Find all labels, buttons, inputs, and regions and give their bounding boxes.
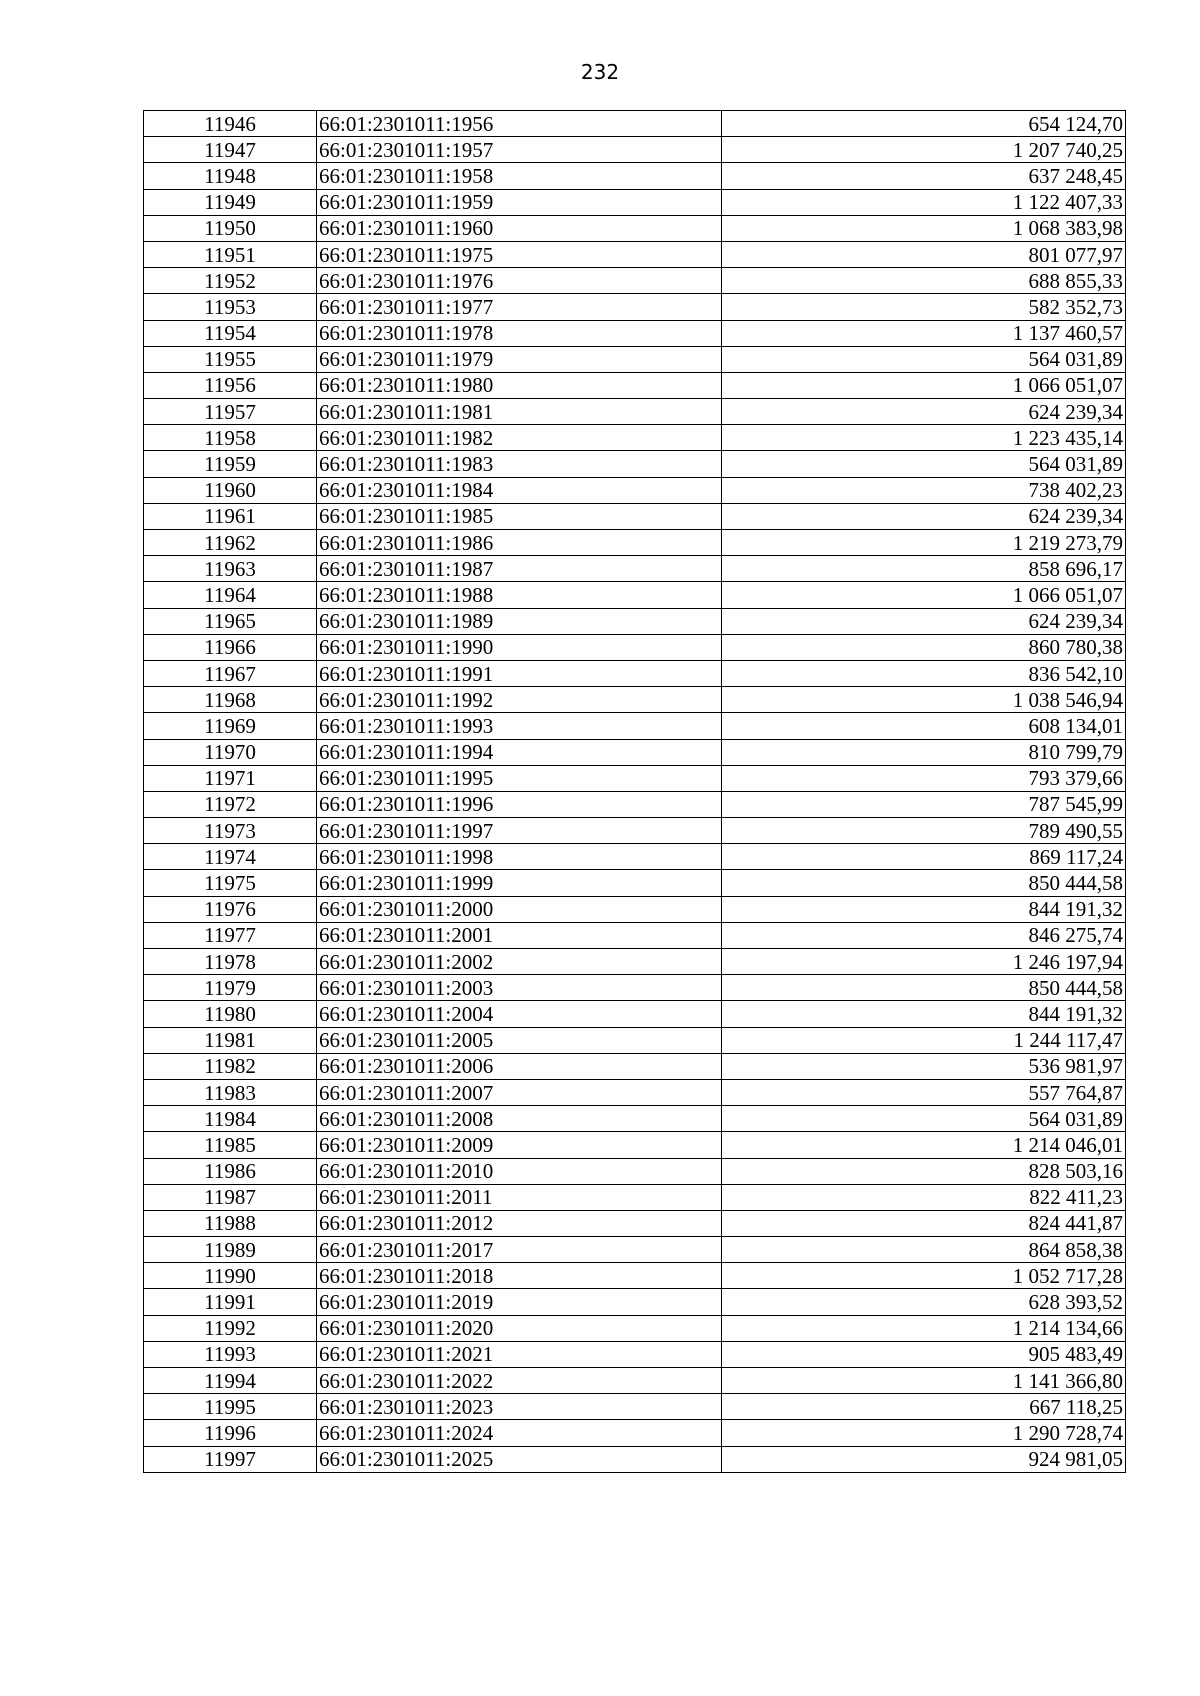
cadastral-value-cell: 1 223 435,14	[722, 425, 1126, 451]
cadastral-number-cell: 66:01:2301011:2001	[317, 922, 722, 948]
table-row	[144, 713, 1126, 739]
cadastral-number-cell: 66:01:2301011:2010	[317, 1158, 722, 1184]
cadastral-value-cell: 1 219 273,79	[722, 530, 1126, 556]
row-number-cell: 11980	[144, 1001, 317, 1027]
cadastral-value-cell: 787 545,99	[722, 791, 1126, 817]
row-number-cell: 11988	[144, 1210, 317, 1236]
cadastral-value-cell: 667 118,25	[722, 1394, 1126, 1420]
cadastral-number-cell: 66:01:2301011:1980	[317, 372, 722, 398]
cadastral-number-cell: 66:01:2301011:1986	[317, 530, 722, 556]
cadastral-value-cell: 844 191,32	[722, 896, 1126, 922]
table-row	[144, 241, 1126, 267]
cadastral-number-cell: 66:01:2301011:1957	[317, 137, 722, 163]
table-row	[144, 1341, 1126, 1367]
cadastral-value-cell: 1 052 717,28	[722, 1263, 1126, 1289]
cadastral-number-cell: 66:01:2301011:1982	[317, 425, 722, 451]
table-row	[144, 215, 1126, 241]
table-row	[144, 163, 1126, 189]
table-row	[144, 1001, 1126, 1027]
row-number-cell: 11987	[144, 1184, 317, 1210]
cadastral-number-cell: 66:01:2301011:2017	[317, 1237, 722, 1263]
cadastral-value-cell: 1 038 546,94	[722, 687, 1126, 713]
cadastral-value-cell: 836 542,10	[722, 660, 1126, 686]
cadastral-value-cell: 844 191,32	[722, 1001, 1126, 1027]
table-row	[144, 582, 1126, 608]
cadastral-number-cell: 66:01:2301011:2006	[317, 1053, 722, 1079]
cadastral-value-cell: 869 117,24	[722, 844, 1126, 870]
cadastral-number-cell: 66:01:2301011:1999	[317, 870, 722, 896]
row-number-cell: 11957	[144, 399, 317, 425]
table-row	[144, 634, 1126, 660]
cadastral-value-cell: 1 066 051,07	[722, 582, 1126, 608]
row-number-cell: 11960	[144, 477, 317, 503]
table-row	[144, 818, 1126, 844]
cadastral-number-cell: 66:01:2301011:2002	[317, 949, 722, 975]
row-number-cell: 11992	[144, 1315, 317, 1341]
table-row	[144, 608, 1126, 634]
row-number-cell: 11972	[144, 791, 317, 817]
table-body	[144, 111, 1126, 1473]
table-row	[144, 477, 1126, 503]
cadastral-value-cell: 828 503,16	[722, 1158, 1126, 1184]
table-row	[144, 189, 1126, 215]
cadastral-number-cell: 66:01:2301011:2023	[317, 1394, 722, 1420]
cadastral-value-cell: 905 483,49	[722, 1341, 1126, 1367]
table-row	[144, 1106, 1126, 1132]
cadastral-number-cell: 66:01:2301011:2012	[317, 1210, 722, 1236]
row-number-cell: 11955	[144, 346, 317, 372]
row-number-cell: 11966	[144, 634, 317, 660]
row-number-cell: 11963	[144, 556, 317, 582]
cadastral-number-cell: 66:01:2301011:1998	[317, 844, 722, 870]
row-number-cell: 11954	[144, 320, 317, 346]
row-number-cell: 11946	[144, 111, 317, 137]
cadastral-number-cell: 66:01:2301011:2000	[317, 896, 722, 922]
cadastral-number-cell: 66:01:2301011:2020	[317, 1315, 722, 1341]
cadastral-value-cell: 846 275,74	[722, 922, 1126, 948]
table-row	[144, 425, 1126, 451]
row-number-cell: 11975	[144, 870, 317, 896]
cadastral-value-cell: 824 441,87	[722, 1210, 1126, 1236]
cadastral-number-cell: 66:01:2301011:1989	[317, 608, 722, 634]
cadastral-value-cell: 564 031,89	[722, 451, 1126, 477]
cadastral-value-cell: 860 780,38	[722, 634, 1126, 660]
cadastral-value-cell: 624 239,34	[722, 503, 1126, 529]
row-number-cell: 11983	[144, 1079, 317, 1105]
cadastral-value-cell: 822 411,23	[722, 1184, 1126, 1210]
cadastral-number-cell: 66:01:2301011:1996	[317, 791, 722, 817]
row-number-cell: 11950	[144, 215, 317, 241]
row-number-cell: 11951	[144, 241, 317, 267]
row-number-cell: 11961	[144, 503, 317, 529]
cadastral-number-cell: 66:01:2301011:1978	[317, 320, 722, 346]
row-number-cell: 11974	[144, 844, 317, 870]
cadastral-number-cell: 66:01:2301011:1990	[317, 634, 722, 660]
cadastral-number-cell: 66:01:2301011:1960	[317, 215, 722, 241]
cadastral-value-cell: 1 214 134,66	[722, 1315, 1126, 1341]
cadastral-number-cell: 66:01:2301011:2003	[317, 975, 722, 1001]
table-row	[144, 556, 1126, 582]
cadastral-value-cell: 654 124,70	[722, 111, 1126, 137]
cadastral-number-cell: 66:01:2301011:1981	[317, 399, 722, 425]
table-row	[144, 137, 1126, 163]
row-number-cell: 11994	[144, 1368, 317, 1394]
cadastral-number-cell: 66:01:2301011:1959	[317, 189, 722, 215]
cadastral-value-cell: 1 066 051,07	[722, 372, 1126, 398]
cadastral-value-cell: 801 077,97	[722, 241, 1126, 267]
cadastral-number-cell: 66:01:2301011:2021	[317, 1341, 722, 1367]
cadastral-value-cell: 1 068 383,98	[722, 215, 1126, 241]
table-row	[144, 765, 1126, 791]
row-number-cell: 11949	[144, 189, 317, 215]
cadastral-number-cell: 66:01:2301011:2008	[317, 1106, 722, 1132]
table-row	[144, 1237, 1126, 1263]
row-number-cell: 11969	[144, 713, 317, 739]
row-number-cell: 11958	[144, 425, 317, 451]
table-row	[144, 1420, 1126, 1446]
cadastral-value-cell: 1 244 117,47	[722, 1027, 1126, 1053]
table-row	[144, 1132, 1126, 1158]
cadastral-number-cell: 66:01:2301011:2025	[317, 1446, 722, 1472]
row-number-cell: 11982	[144, 1053, 317, 1079]
cadastral-value-cell: 688 855,33	[722, 268, 1126, 294]
row-number-cell: 11977	[144, 922, 317, 948]
table-row	[144, 268, 1126, 294]
cadastral-value-cell: 1 246 197,94	[722, 949, 1126, 975]
cadastral-number-cell: 66:01:2301011:2011	[317, 1184, 722, 1210]
table-row	[144, 739, 1126, 765]
cadastral-number-cell: 66:01:2301011:2009	[317, 1132, 722, 1158]
row-number-cell: 11971	[144, 765, 317, 791]
cadastral-value-cell: 1 137 460,57	[722, 320, 1126, 346]
cadastral-value-cell: 637 248,45	[722, 163, 1126, 189]
row-number-cell: 11985	[144, 1132, 317, 1158]
cadastral-value-cell: 624 239,34	[722, 399, 1126, 425]
table-row	[144, 1053, 1126, 1079]
cadastral-number-cell: 66:01:2301011:1975	[317, 241, 722, 267]
cadastral-value-cell: 1 290 728,74	[722, 1420, 1126, 1446]
cadastral-value-cell: 793 379,66	[722, 765, 1126, 791]
table-row	[144, 1289, 1126, 1315]
table-row	[144, 1079, 1126, 1105]
table-row	[144, 791, 1126, 817]
row-number-cell: 11948	[144, 163, 317, 189]
cadastral-number-cell: 66:01:2301011:2024	[317, 1420, 722, 1446]
cadastral-value-cell: 858 696,17	[722, 556, 1126, 582]
cadastral-value-cell: 924 981,05	[722, 1446, 1126, 1472]
table-row	[144, 503, 1126, 529]
cadastral-number-cell: 66:01:2301011:1991	[317, 660, 722, 686]
cadastral-number-cell: 66:01:2301011:1979	[317, 346, 722, 372]
cadastral-number-cell: 66:01:2301011:1956	[317, 111, 722, 137]
row-number-cell: 11996	[144, 1420, 317, 1446]
cadastral-number-cell: 66:01:2301011:1984	[317, 477, 722, 503]
row-number-cell: 11947	[144, 137, 317, 163]
row-number-cell: 11976	[144, 896, 317, 922]
cadastral-value-cell: 1 141 366,80	[722, 1368, 1126, 1394]
cadastral-value-cell: 582 352,73	[722, 294, 1126, 320]
table-row	[144, 660, 1126, 686]
cadastral-number-cell: 66:01:2301011:2005	[317, 1027, 722, 1053]
cadastral-value-cell: 1 122 407,33	[722, 189, 1126, 215]
cadastral-value-cell: 557 764,87	[722, 1079, 1126, 1105]
row-number-cell: 11964	[144, 582, 317, 608]
row-number-cell: 11965	[144, 608, 317, 634]
row-number-cell: 11990	[144, 1263, 317, 1289]
table-row	[144, 1027, 1126, 1053]
cadastral-number-cell: 66:01:2301011:2022	[317, 1368, 722, 1394]
row-number-cell: 11962	[144, 530, 317, 556]
cadastral-value-cell: 850 444,58	[722, 975, 1126, 1001]
cadastral-value-cell: 1 207 740,25	[722, 137, 1126, 163]
cadastral-number-cell: 66:01:2301011:1958	[317, 163, 722, 189]
cadastral-number-cell: 66:01:2301011:1988	[317, 582, 722, 608]
page-number: 232	[580, 60, 620, 84]
row-number-cell: 11981	[144, 1027, 317, 1053]
table-row	[144, 844, 1126, 870]
cadastral-value-cell: 536 981,97	[722, 1053, 1126, 1079]
table-row	[144, 1263, 1126, 1289]
cadastral-value-cell: 810 799,79	[722, 739, 1126, 765]
row-number-cell: 11979	[144, 975, 317, 1001]
table-row	[144, 530, 1126, 556]
table-row	[144, 372, 1126, 398]
row-number-cell: 11967	[144, 660, 317, 686]
cadastral-value-cell: 628 393,52	[722, 1289, 1126, 1315]
table-row	[144, 949, 1126, 975]
table-row	[144, 1158, 1126, 1184]
table-row	[144, 922, 1126, 948]
table-row	[144, 1446, 1126, 1472]
row-number-cell: 11968	[144, 687, 317, 713]
row-number-cell: 11995	[144, 1394, 317, 1420]
row-number-cell: 11993	[144, 1341, 317, 1367]
cadastral-value-cell: 850 444,58	[722, 870, 1126, 896]
cadastral-number-cell: 66:01:2301011:1983	[317, 451, 722, 477]
table-row	[144, 896, 1126, 922]
cadastral-value-cell: 738 402,23	[722, 477, 1126, 503]
cadastral-number-cell: 66:01:2301011:2019	[317, 1289, 722, 1315]
cadastral-value-cell: 564 031,89	[722, 1106, 1126, 1132]
table-row	[144, 687, 1126, 713]
row-number-cell: 11956	[144, 372, 317, 398]
cadastral-number-cell: 66:01:2301011:1994	[317, 739, 722, 765]
cadastral-number-cell: 66:01:2301011:1995	[317, 765, 722, 791]
cadastral-number-cell: 66:01:2301011:1985	[317, 503, 722, 529]
cadastral-number-cell: 66:01:2301011:1987	[317, 556, 722, 582]
cadastral-number-cell: 66:01:2301011:2004	[317, 1001, 722, 1027]
table-row	[144, 294, 1126, 320]
table-row	[144, 1368, 1126, 1394]
cadastral-value-cell: 624 239,34	[722, 608, 1126, 634]
table-row	[144, 111, 1126, 137]
cadastral-value-cell: 864 858,38	[722, 1237, 1126, 1263]
table-row	[144, 975, 1126, 1001]
table-row	[144, 399, 1126, 425]
table-row	[144, 1315, 1126, 1341]
row-number-cell: 11973	[144, 818, 317, 844]
table-row	[144, 346, 1126, 372]
row-number-cell: 11959	[144, 451, 317, 477]
cadastral-number-cell: 66:01:2301011:1997	[317, 818, 722, 844]
cadastral-number-cell: 66:01:2301011:1976	[317, 268, 722, 294]
row-number-cell: 11952	[144, 268, 317, 294]
cadastral-number-cell: 66:01:2301011:1993	[317, 713, 722, 739]
table-row	[144, 1394, 1126, 1420]
row-number-cell: 11997	[144, 1446, 317, 1472]
cadastral-number-cell: 66:01:2301011:1977	[317, 294, 722, 320]
row-number-cell: 11970	[144, 739, 317, 765]
table-row	[144, 451, 1126, 477]
table-row	[144, 870, 1126, 896]
cadastral-number-cell: 66:01:2301011:1992	[317, 687, 722, 713]
row-number-cell: 11984	[144, 1106, 317, 1132]
table-row	[144, 1210, 1126, 1236]
cadastral-value-cell: 608 134,01	[722, 713, 1126, 739]
cadastral-value-cell: 789 490,55	[722, 818, 1126, 844]
row-number-cell: 11986	[144, 1158, 317, 1184]
cadastral-value-table	[143, 110, 1126, 1473]
table-row	[144, 320, 1126, 346]
row-number-cell: 11991	[144, 1289, 317, 1315]
row-number-cell: 11989	[144, 1237, 317, 1263]
row-number-cell: 11953	[144, 294, 317, 320]
cadastral-value-cell: 564 031,89	[722, 346, 1126, 372]
row-number-cell: 11978	[144, 949, 317, 975]
cadastral-number-cell: 66:01:2301011:2007	[317, 1079, 722, 1105]
cadastral-value-cell: 1 214 046,01	[722, 1132, 1126, 1158]
table-row	[144, 1184, 1126, 1210]
cadastral-number-cell: 66:01:2301011:2018	[317, 1263, 722, 1289]
